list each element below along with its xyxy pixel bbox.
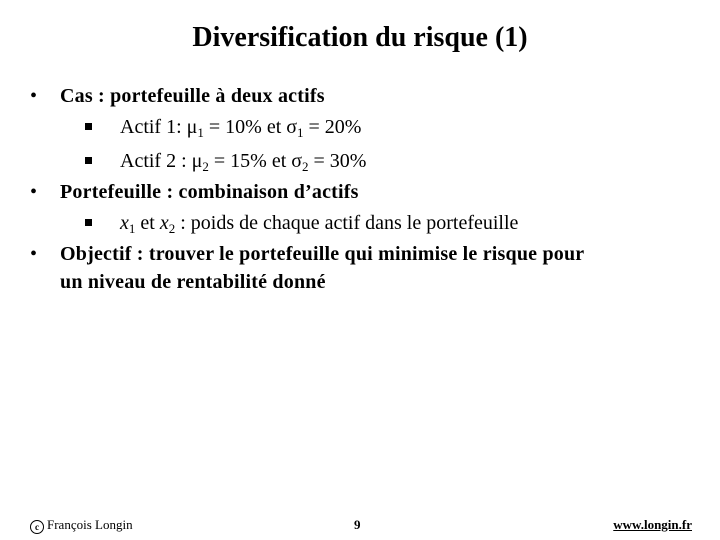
square-bullet-icon [85,123,92,130]
sub-bullet-item [30,144,690,178]
website-link[interactable]: www.longin.fr [613,517,692,532]
square-bullet-icon [85,157,92,164]
subscript: 1 [197,125,204,140]
sub-text: = 15% et σ [208,150,303,172]
footer-author [30,516,133,534]
square-bullet-icon [85,219,92,226]
bullet-item [30,82,690,110]
page-number: 9 [354,517,361,532]
bullet-item [30,240,690,296]
sub-text: et [135,212,160,234]
sub-bullet-item [30,206,690,240]
subscript: 2 [302,159,309,174]
copyright-icon: c [30,520,44,534]
sub-text: Actif 2 : μ [120,150,203,172]
sub-text: Actif 1: μ [120,116,198,138]
subscript: 1 [128,221,136,236]
bullet-text: Portefeuille : combinaison d’actifs [60,181,359,203]
bullet-text-line: Objectif : trouver le portefeuille qui minimise le risque pour [60,243,585,265]
variable: x [159,212,169,234]
bullet-text: Cas : portefeuille à deux actifs [60,85,325,107]
author-name: François Longin [47,517,133,532]
bullet-dot-icon: • [30,181,38,203]
bullet-dot-icon: • [30,243,38,265]
sub-text: : poids de chaque actif dans le portefeuille [175,212,519,234]
variable: x [120,212,129,234]
subscript: 2 [202,159,209,174]
subscript: 2 [168,221,176,236]
subscript: 1 [297,125,304,140]
bullet-item [30,178,690,206]
slide-title: Diversification du risque (1) [192,22,528,53]
sub-text: = 10% et σ [203,116,298,138]
sub-text: = 20% [303,116,362,138]
sub-bullet-item [30,110,690,144]
slide-content [30,82,690,296]
bullet-text-line: un niveau de rentabilité donné [60,271,326,293]
bullet-dot-icon: • [30,85,38,107]
sub-text: = 30% [308,150,367,172]
